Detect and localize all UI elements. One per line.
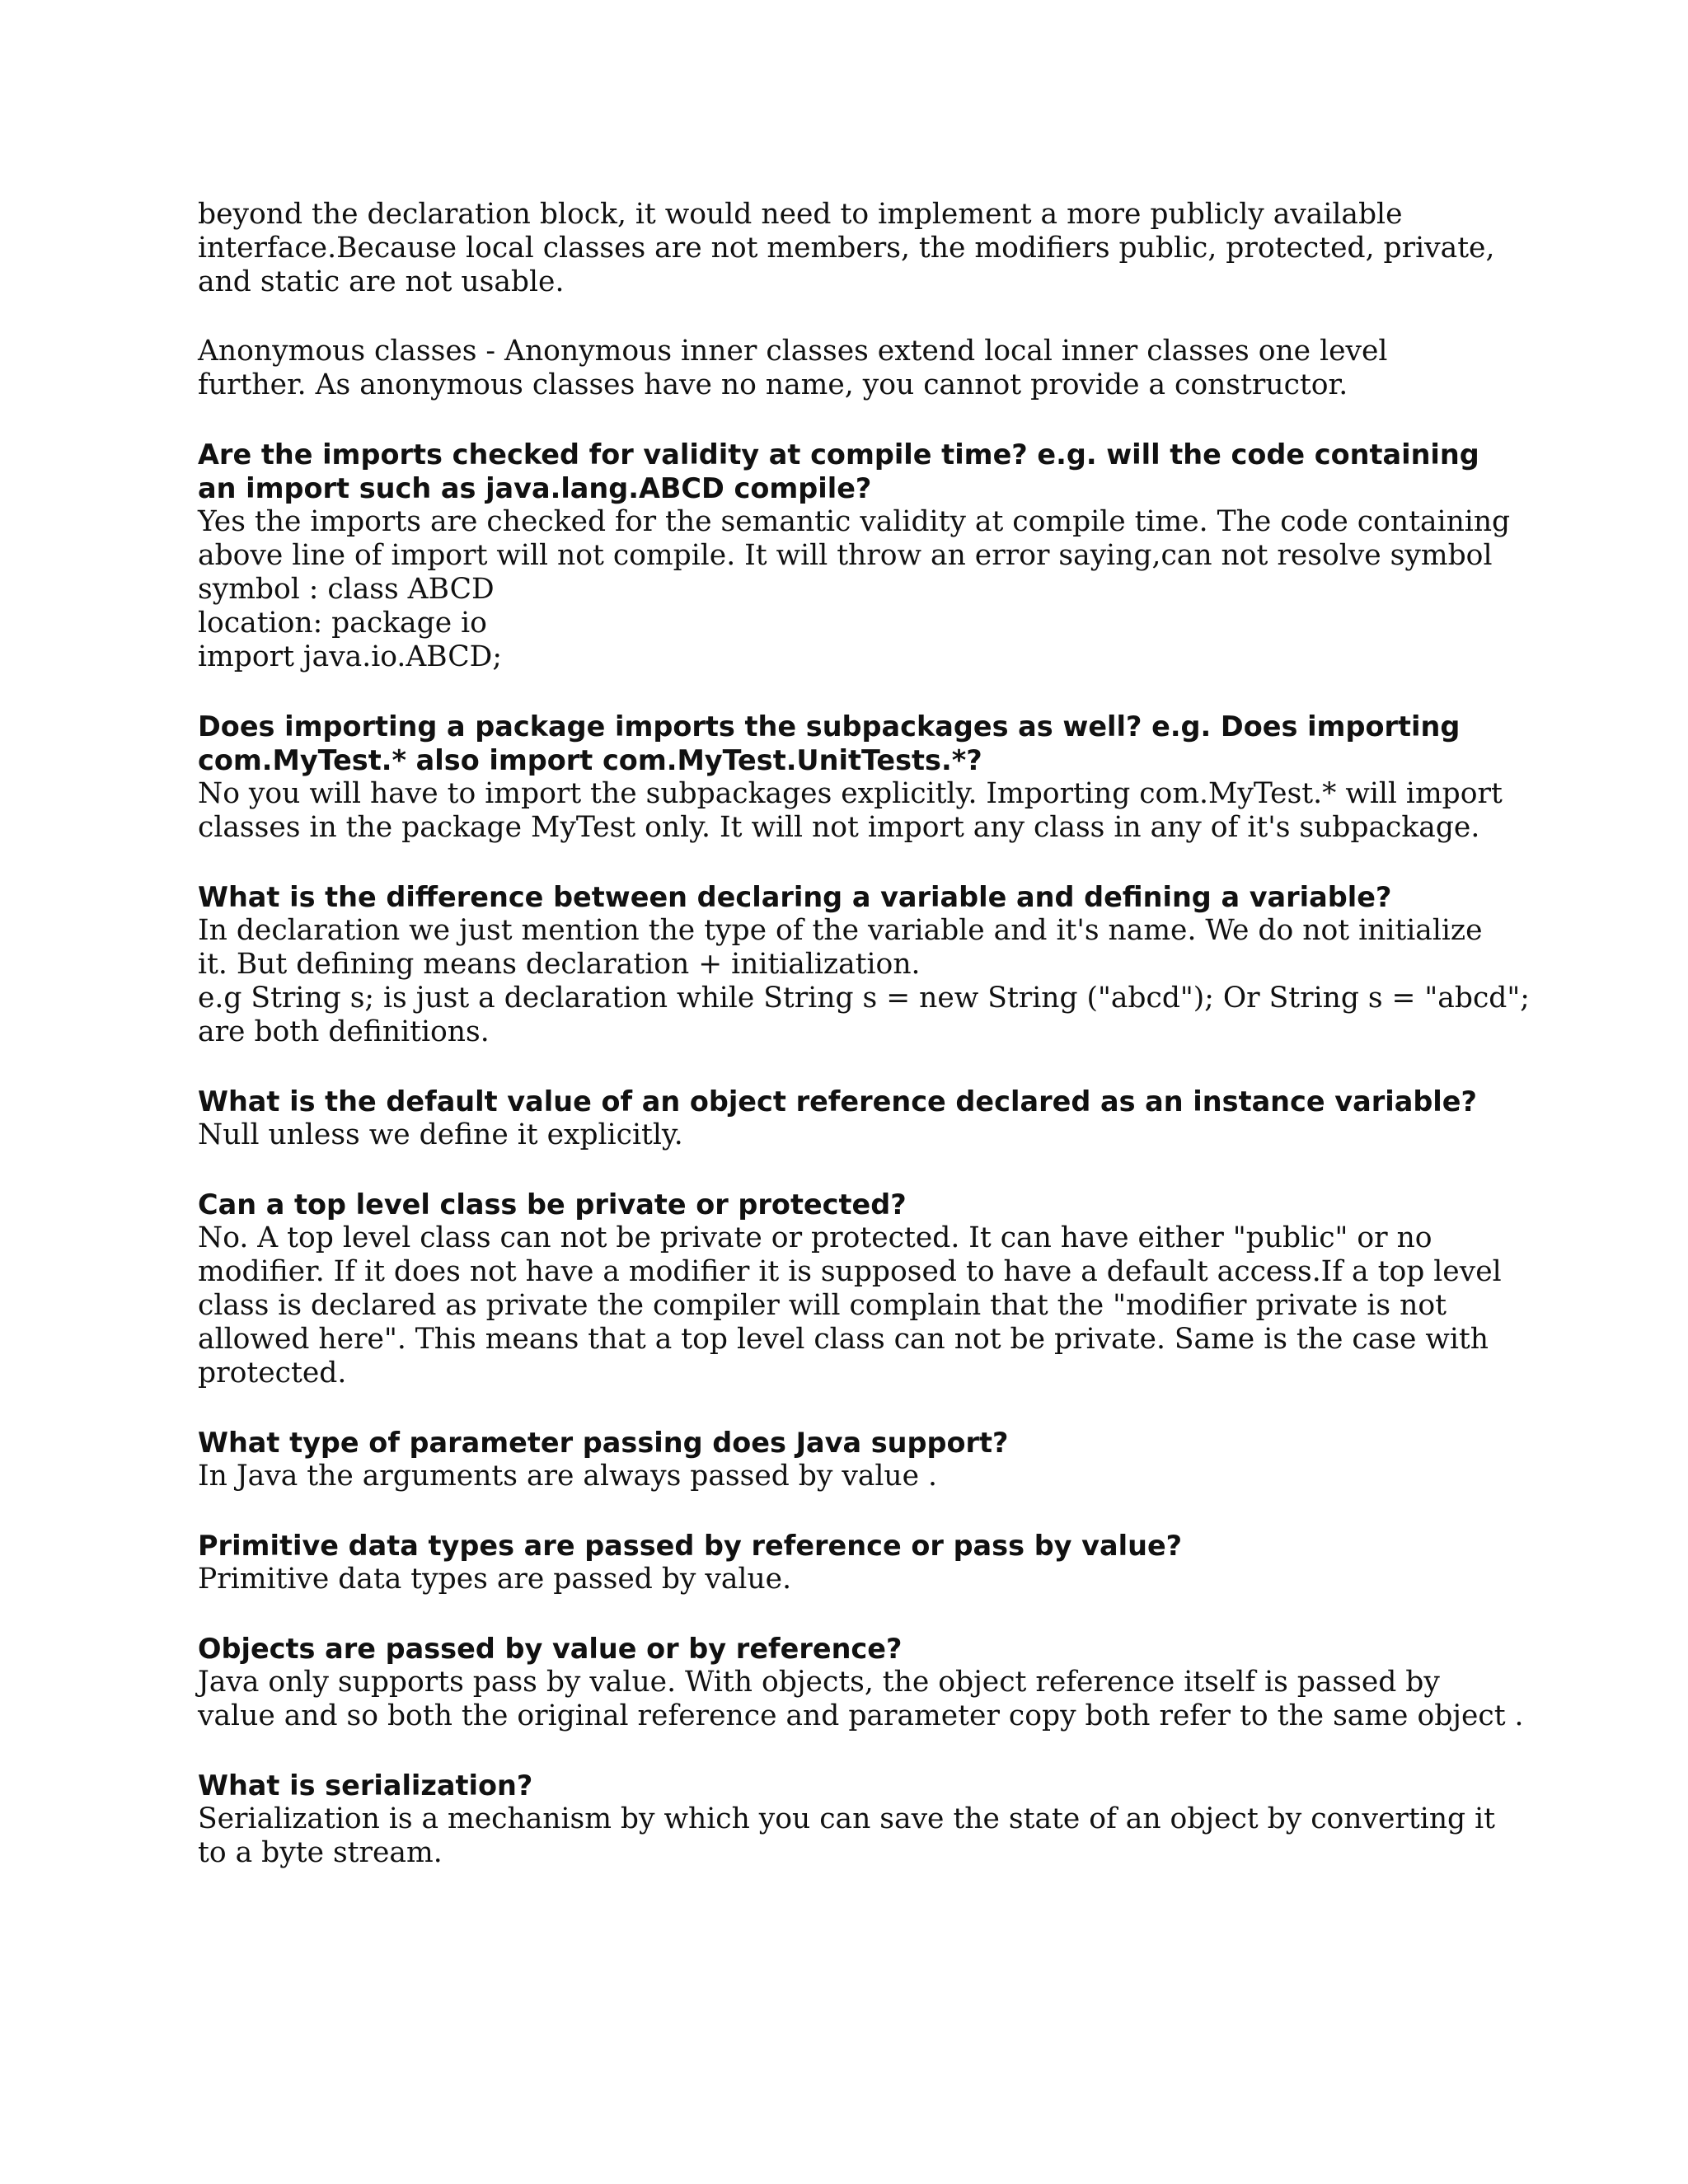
text-line: beyond the declaration block, it would need to implement a more publicly available bbox=[198, 198, 1403, 231]
question-heading: What type of parameter passing does Java support? bbox=[198, 1427, 1009, 1459]
question-heading: What is the default value of an object reference declared as an instance variable? bbox=[198, 1085, 1477, 1118]
qa-item bbox=[198, 1085, 1517, 1152]
qa-item bbox=[198, 1426, 1517, 1493]
question-heading: Objects are passed by value or by reference? bbox=[198, 1633, 903, 1665]
question-heading: What is the difference between declaring a variable and defining a variable? bbox=[198, 881, 1392, 913]
answer-text: Java only supports pass by value. With objects, the object reference itself is passed by value and so both the original reference and parameter copy both refer to the same object . bbox=[198, 1666, 1524, 1732]
answer-text: In declaration we just mention the type of the variable and it's name. We do not initialize it. But defining means declaration + initialization. e.g String s; is just a declaration while String s = new String ("abcd"); Or String s = "abcd"; are both definitions. bbox=[198, 914, 1530, 1048]
document-page bbox=[198, 198, 1530, 1870]
anonymous-classes-paragraph bbox=[198, 335, 1517, 402]
intro-paragraph bbox=[198, 198, 1517, 299]
answer-text: Null unless we define it explicitly. bbox=[198, 1118, 683, 1151]
answer-text: No. A top level class can not be private or protected. It can have either "public" or no modifier. If it does not have a modifier it is supposed to have a default access.If a top level class is declared as private the compiler will complain that the "modifier private is not allowed here". This means that a top level class can not be private. Same is the case with protected. bbox=[198, 1221, 1502, 1390]
qa-item bbox=[198, 880, 1530, 1049]
text-line: interface.Because local classes are not members, the modifiers public, protected, private, bbox=[198, 232, 1495, 265]
text-line: Anonymous classes - Anonymous inner classes extend local inner classes one level bbox=[198, 335, 1388, 368]
qa-item bbox=[198, 1529, 1517, 1596]
question-heading: Primitive data types are passed by reference or pass by value? bbox=[198, 1530, 1183, 1562]
qa-item bbox=[198, 1769, 1517, 1870]
answer-text: No you will have to import the subpackages explicitly. Importing com.MyTest.* will import classes in the package MyTest only. It will not import any class in any of it's subpackage. bbox=[198, 777, 1503, 844]
answer-text: In Java the arguments are always passed by value . bbox=[198, 1460, 937, 1493]
answer-text: Primitive data types are passed by value. bbox=[198, 1563, 792, 1596]
question-heading: Can a top level class be private or protected? bbox=[198, 1188, 907, 1221]
question-heading: What is serialization? bbox=[198, 1769, 533, 1802]
qa-item bbox=[198, 438, 1517, 674]
qa-item bbox=[198, 1188, 1517, 1390]
answer-text: Serialization is a mechanism by which you can save the state of an object by converting it to a byte stream. bbox=[198, 1802, 1495, 1869]
qa-item bbox=[198, 710, 1517, 845]
question-heading: Are the imports checked for validity at compile time? e.g. will the code containing an import such as java.lang.ABCD compile? bbox=[198, 438, 1479, 504]
answer-text: Yes the imports are checked for the semantic validity at compile time. The code containing above line of import will not compile. It will throw an error saying,can not resolve symbol symbol : class ABCD location: package io import java.io.ABCD; bbox=[198, 505, 1511, 673]
question-heading: Does importing a package imports the subpackages as well? e.g. Does importing com.MyTest.* also import com.MyTest.UnitTests.*? bbox=[198, 710, 1461, 776]
qa-item bbox=[198, 1632, 1524, 1733]
text-line: and static are not usable. bbox=[198, 265, 565, 298]
text-line: further. As anonymous classes have no name, you cannot provide a constructor. bbox=[198, 368, 1348, 401]
